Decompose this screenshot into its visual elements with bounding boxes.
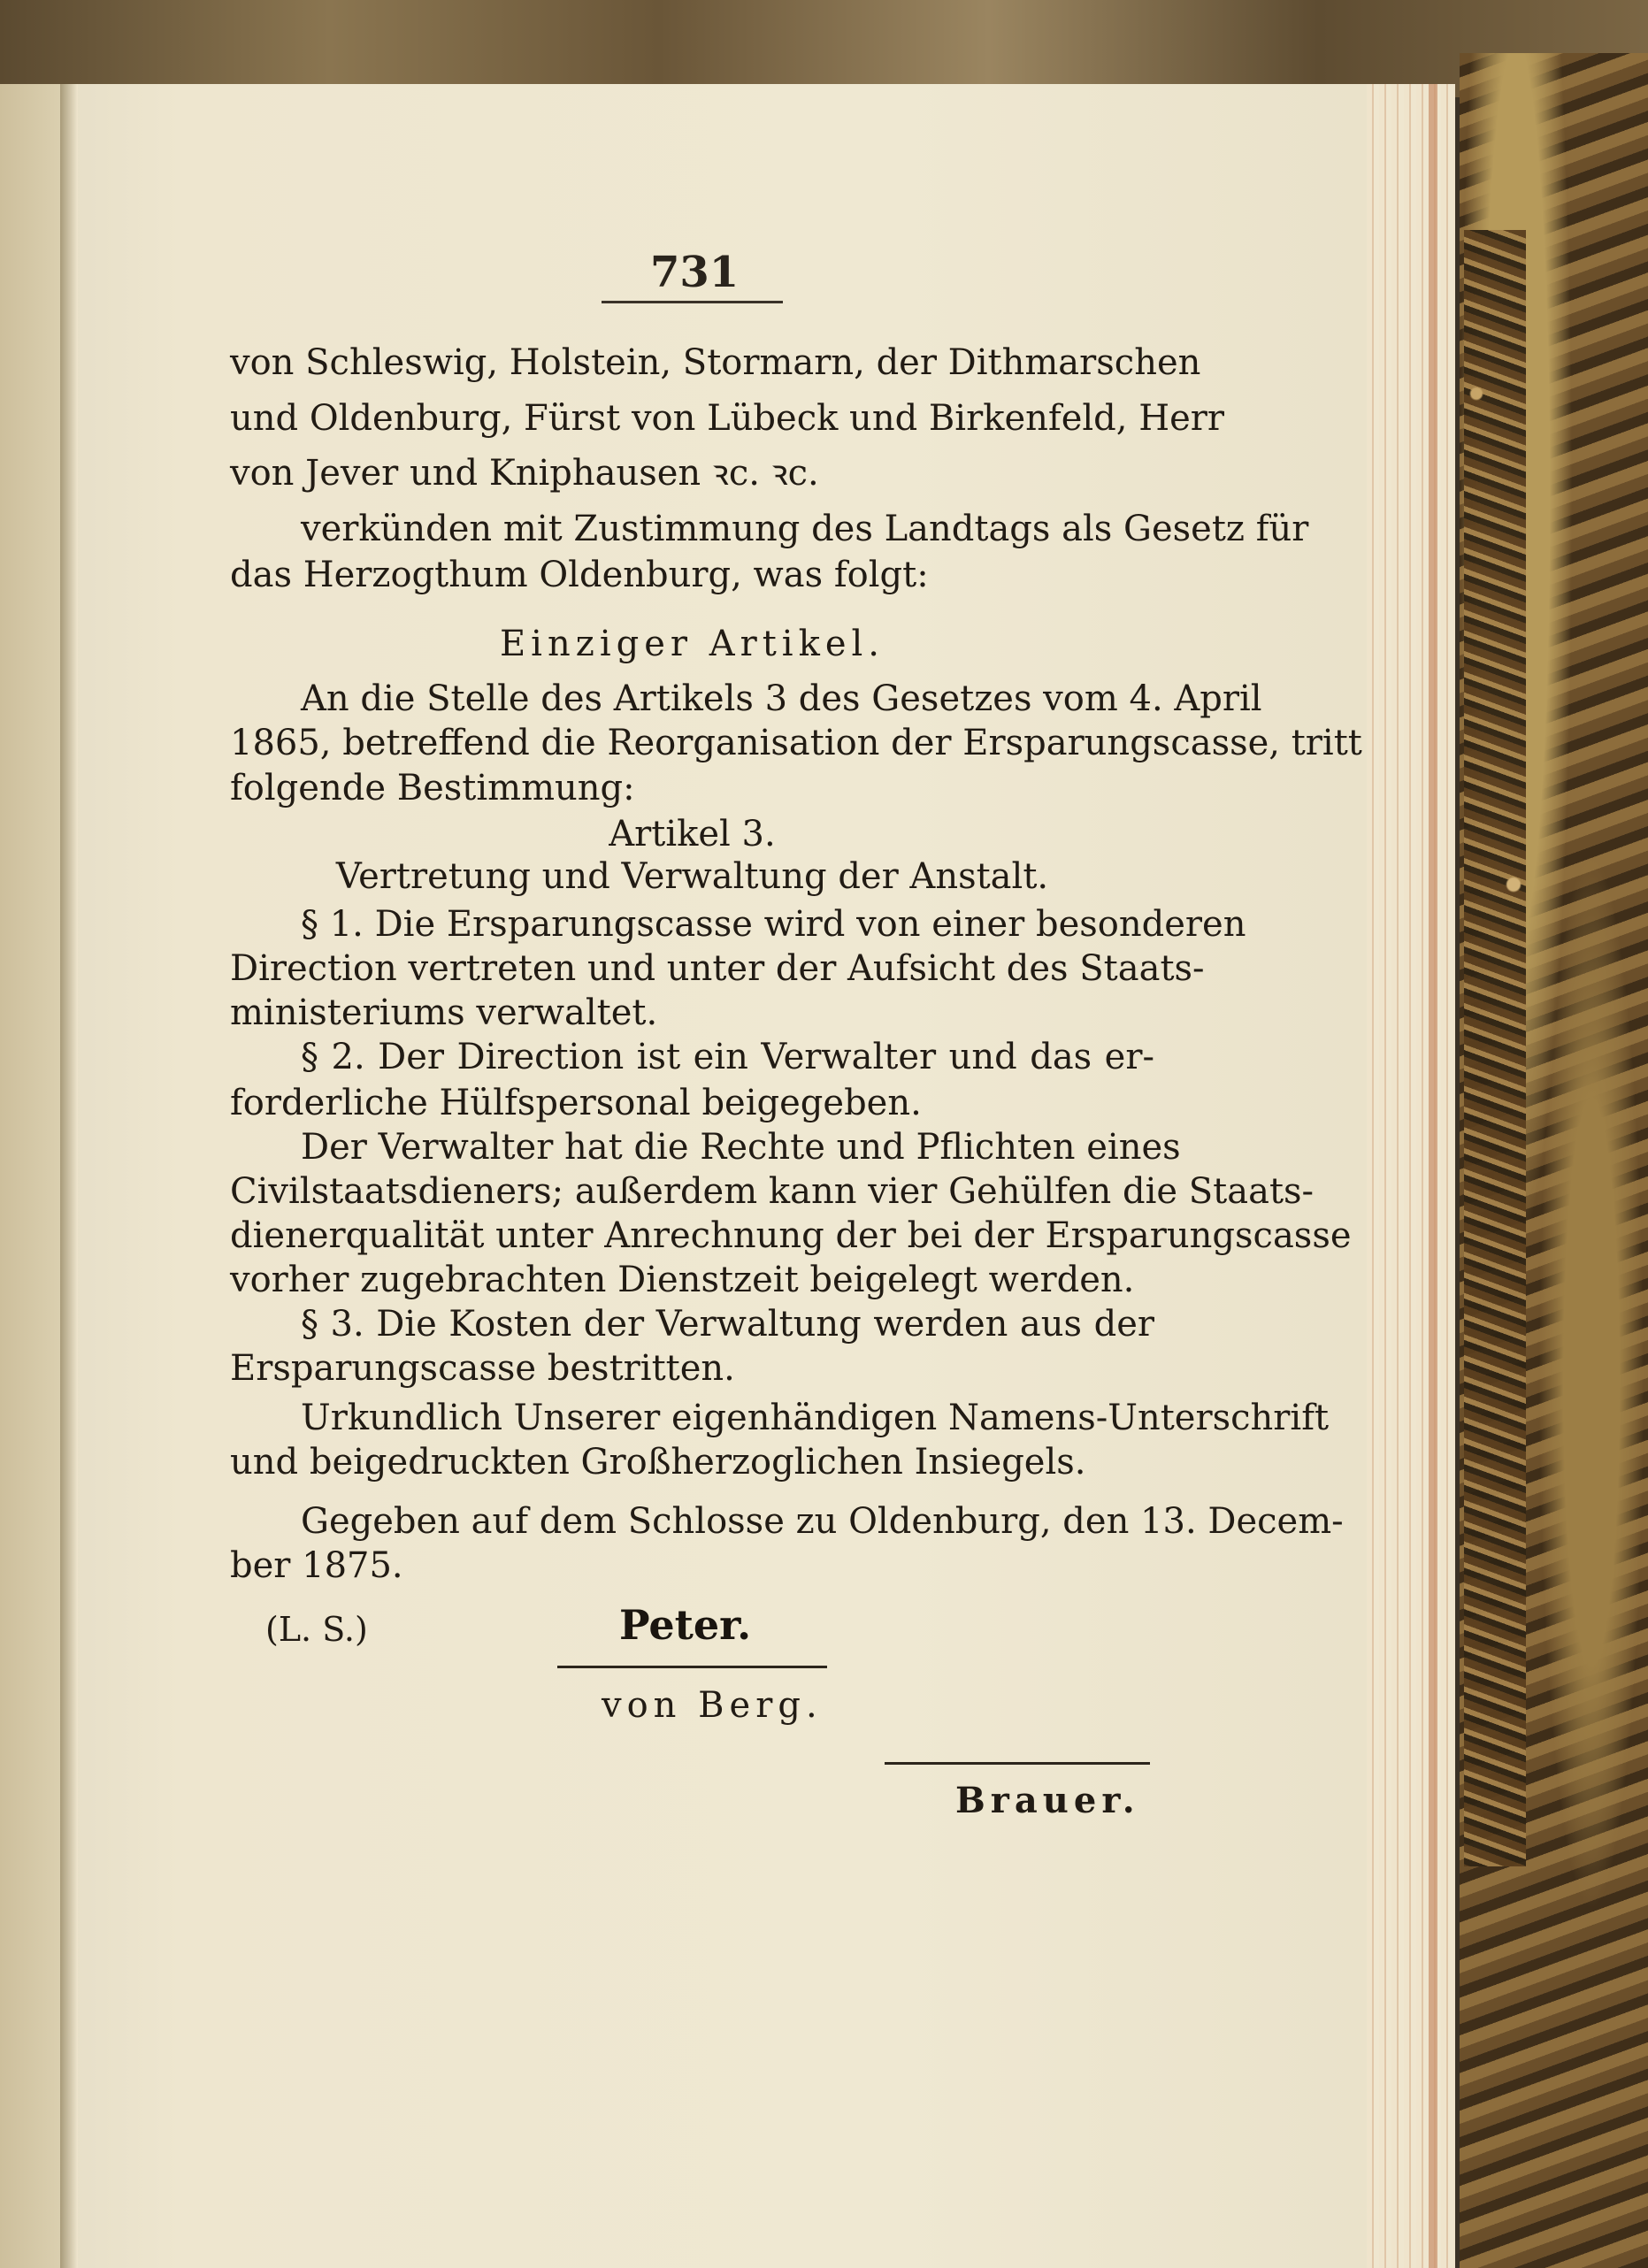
signature-rule: [557, 1666, 827, 1668]
text-line: von Schleswig, Holstein, Stormarn, der Dithmarschen: [230, 342, 1201, 383]
text-line: § 3. Die Kosten der Verwaltung werden aus der: [301, 1304, 1154, 1345]
text-line: § 1. Die Ersparungscasse wird von einer besonderen: [301, 904, 1246, 945]
red-page-edge: [1429, 84, 1437, 2268]
text-line: verkünden mit Zustimmung des Landtags als Gesetz für: [301, 509, 1309, 549]
text-line: von Jever und Kniphausen ꝛc. ꝛc.: [230, 453, 819, 494]
signature-peter: Peter.: [619, 1601, 752, 1649]
header-rule: [602, 301, 783, 303]
marbled-endpaper: [1464, 230, 1526, 1866]
text-line: ber 1875.: [230, 1545, 403, 1586]
text-line: vorher zugebrachten Dienstzeit beigelegt werden.: [230, 1260, 1135, 1300]
seal-mark: (L. S.): [265, 1610, 368, 1649]
text-line: Direction vertreten und unter der Aufsicht des Staats-: [230, 948, 1205, 989]
gutter-shadow: [60, 84, 78, 2268]
signature-von-berg: von Berg.: [602, 1685, 823, 1726]
text-line: Gegeben auf dem Schlosse zu Oldenburg, den 13. Decem-: [301, 1501, 1344, 1542]
text-line: Civilstaatsdieners; außerdem kann vier Gehülfen die Staats-: [230, 1171, 1315, 1212]
page-number: 731: [650, 248, 740, 297]
sub-article: Artikel 3.: [609, 814, 776, 854]
text-line: § 2. Der Direction ist ein Verwalter und das er-: [301, 1037, 1154, 1077]
text-line: folgende Bestimmung:: [230, 768, 635, 808]
text-line: und Oldenburg, Fürst von Lübeck und Birkenfeld, Herr: [230, 398, 1224, 439]
book-cover-top: [0, 0, 1648, 97]
text-line: dienerqualität unter Anrechnung der bei der Ersparungscasse: [230, 1215, 1352, 1256]
page-stack-edge: [1367, 84, 1455, 2268]
signature-brauer: Brauer.: [955, 1780, 1140, 1821]
text-line: 1865, betreffend die Reorganisation der Ersparungscasse, tritt: [230, 723, 1362, 763]
text-line: das Herzogthum Oldenburg, was folgt:: [230, 555, 929, 595]
sub-heading: Vertretung und Verwaltung der Anstalt.: [335, 856, 1049, 897]
text-line: An die Stelle des Artikels 3 des Gesetzes vom 4. April: [301, 678, 1262, 719]
article-heading: Einziger Artikel.: [499, 624, 885, 664]
text-line: Ersparungscasse bestritten.: [230, 1348, 735, 1389]
text-line: und beigedruckten Großherzoglichen Insiegels.: [230, 1442, 1086, 1483]
text-line: Urkundlich Unserer eigenhändigen Namens-Unterschrift: [301, 1398, 1330, 1438]
text-line: Der Verwalter hat die Rechte und Pflichten eines: [301, 1127, 1181, 1168]
signature-rule: [885, 1762, 1150, 1765]
text-line: ministeriums verwaltet.: [230, 992, 658, 1033]
text-line: forderliche Hülfspersonal beigegeben.: [230, 1083, 922, 1123]
